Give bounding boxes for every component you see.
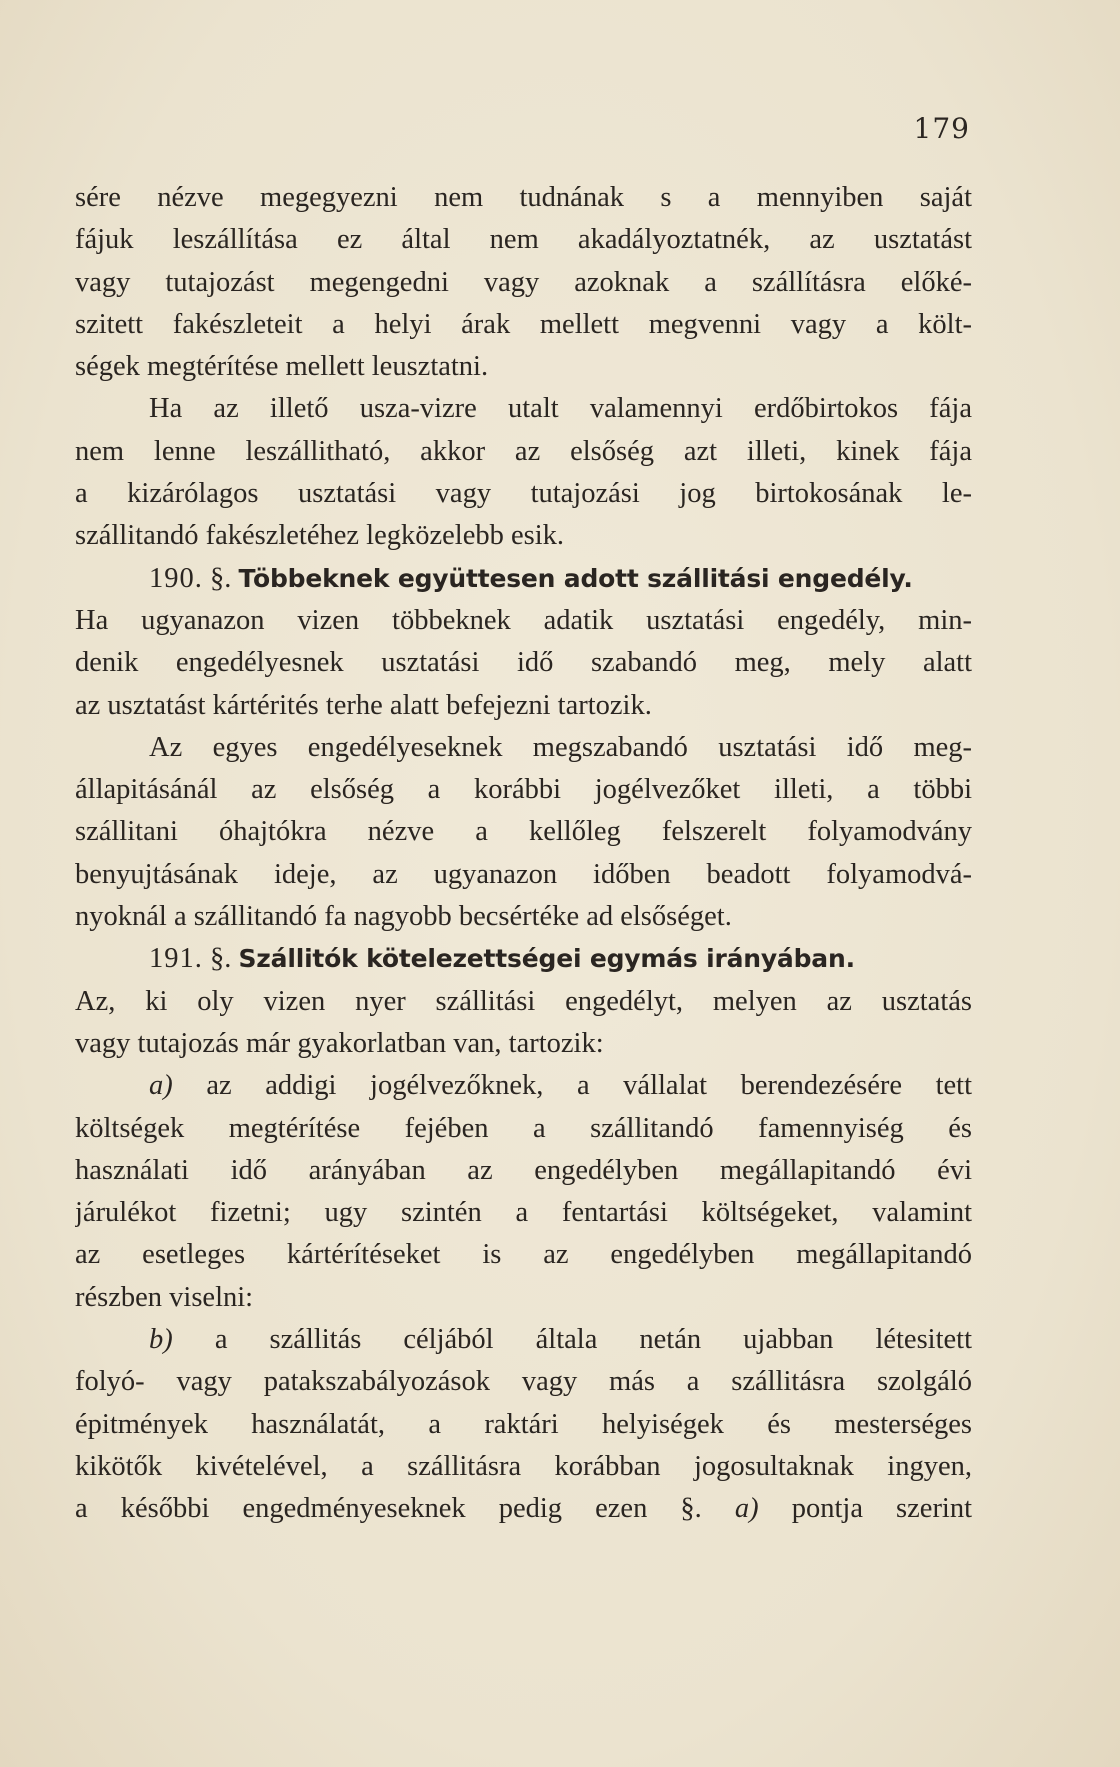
item-label: b): [149, 1324, 173, 1356]
text-line: szitett fakészleteit a helyi árak mellett megvenni vagy a költ-: [75, 308, 972, 340]
text-line: kikötők kivételével, a szállitásra korábban jogosultaknak ingyen,: [75, 1450, 972, 1482]
text-line: az esetleges kártérítéseket is az engedélyben megállapitandó: [75, 1239, 972, 1271]
text-line: szállitandó fakészletéhez legközelebb esik.: [75, 520, 565, 552]
line-text: a későbbi engedményeseknek pedig ezen: [75, 1493, 648, 1525]
text-line: vagy tutajozást megengedni vagy azoknak a szállításra előké-: [75, 266, 972, 298]
section-sign: §.: [210, 943, 232, 975]
item-label: a): [149, 1070, 173, 1102]
text-line: részben viselni:: [75, 1281, 254, 1313]
section-title: Szállitók kötelezettségei egymás irányában.: [238, 944, 855, 974]
text-line: Ha ugyanazon vizen többeknek adatik usztatási engedély, min-: [75, 604, 972, 636]
item-text: az addigi jogélvezőknek, a vállalat berendezésére tett: [206, 1070, 972, 1102]
item-text: a szállitás céljából általa netán ujabban létesitett: [214, 1324, 972, 1356]
section-title: Többeknek együttesen adott szállitási engedély.: [238, 563, 913, 593]
text-line: fájuk leszállítása ez által nem akadályoztatnék, az usztatást: [75, 224, 972, 256]
text-line: folyó- vagy patakszabályozások vagy más a szállitásra szolgáló: [75, 1366, 972, 1398]
text-line: épitmények használatát, a raktári helyiségek és mesterséges: [75, 1408, 972, 1440]
text-line: szállitani óhajtókra nézve a kellőleg felszerelt folyamodvány: [75, 816, 972, 848]
page-number: 179: [913, 112, 970, 145]
text-line: vagy tutajozás már gyakorlatban van, tartozik:: [75, 1027, 604, 1059]
list-item-b-first-line: [75, 1319, 972, 1361]
text-line: költségek megtérítése fejében a szállitandó famennyiség és: [75, 1112, 972, 1144]
text-line: Ha az illető usza-vizre utalt valamennyi erdőbirtokos fája: [149, 393, 972, 425]
text-line: ségek megtérítése mellett leusztatni.: [75, 351, 489, 383]
section-heading-190: [75, 558, 972, 600]
text-line: denik engedélyesnek usztatási idő szabandó meg, mely alatt: [75, 647, 972, 679]
text-line: állapitásánál az elsőség a korábbi jogélvezőket illeti, a többi: [75, 774, 972, 806]
section-number: 190.: [149, 562, 203, 594]
text-line: járulékot fizetni; ugy szintén a fentartási költségeket, valamint: [75, 1197, 972, 1229]
line-text: pontja szerint: [791, 1493, 972, 1525]
text-line: nyoknál a szállitandó fa nagyobb becsértéke ad elsőséget.: [75, 901, 732, 933]
section-sign: §.: [210, 562, 232, 594]
text-line: Az, ki oly vizen nyer szállitási engedélyt, melyen az usztatás: [75, 985, 972, 1017]
body-text: [75, 177, 972, 1531]
section-sign: §.: [680, 1493, 702, 1525]
text-line: benyujtásának ideje, az ugyanazon időben beadott folyamodvá-: [75, 858, 972, 890]
text-line: használati idő arányában az engedélyben megállapitandó évi: [75, 1154, 972, 1186]
text-line: nem lenne leszállitható, akkor az elsőség azt illeti, kinek fája: [75, 435, 972, 467]
text-line: Az egyes engedélyeseknek megszabandó usztatási idő meg-: [149, 731, 972, 763]
item-reference: a): [734, 1493, 759, 1525]
text-line: az usztatást kártérités terhe alatt befejezni tartozik.: [75, 689, 652, 721]
text-line: a kizárólagos usztatási vagy tutajozási jog birtokosának le-: [75, 478, 972, 510]
list-item-a-first-line: [75, 1065, 972, 1107]
text-line-last: [75, 1488, 972, 1530]
text-line: sére nézve megegyezni nem tudnának s a mennyiben saját: [75, 182, 972, 213]
section-heading-191: [75, 938, 972, 980]
section-number: 191.: [149, 943, 203, 975]
